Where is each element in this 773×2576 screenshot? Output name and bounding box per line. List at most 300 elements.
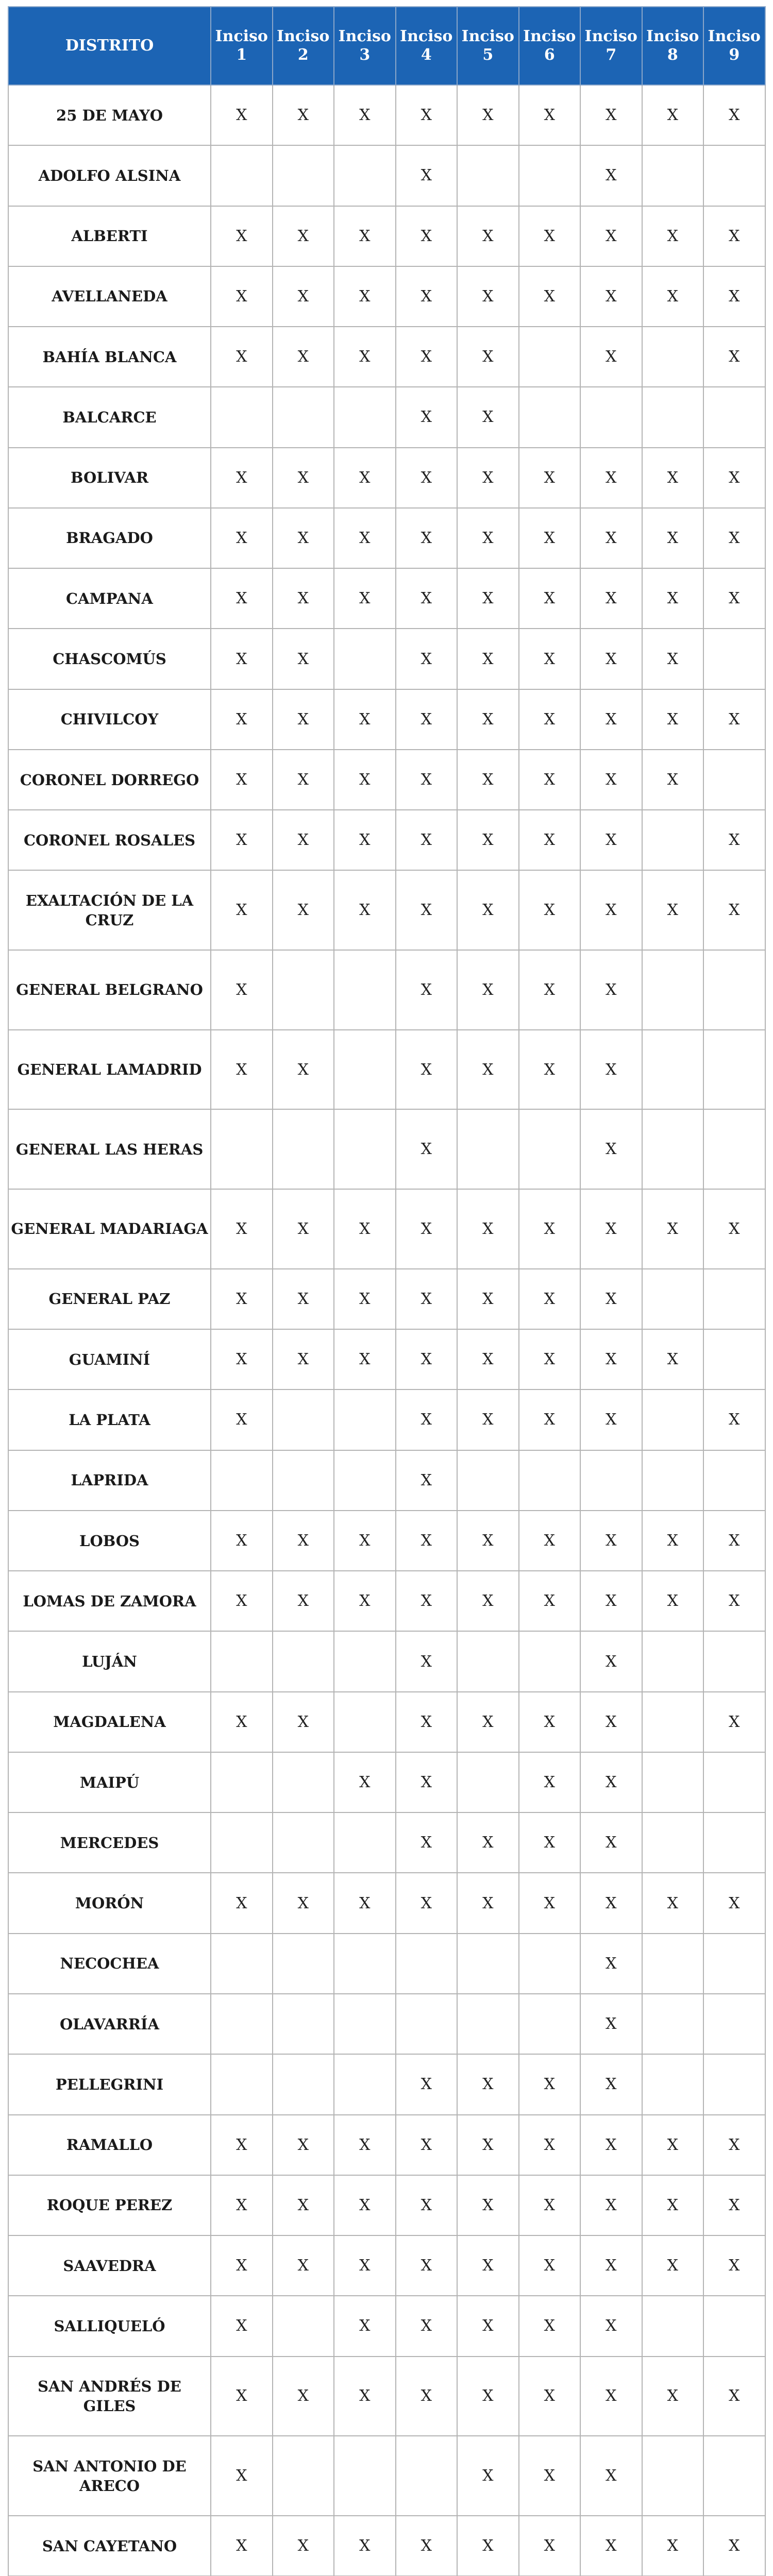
- x-mark: X: [297, 106, 309, 125]
- inciso-4-cell: [396, 2175, 458, 2235]
- inciso-4-cell: [396, 1389, 458, 1450]
- inciso-2-cell: [273, 870, 334, 950]
- x-mark: X: [359, 2257, 371, 2275]
- x-mark: X: [667, 529, 678, 547]
- x-mark: X: [606, 589, 617, 608]
- inciso-4-cell: [396, 2054, 458, 2114]
- inciso-5-cell: [457, 85, 519, 145]
- inciso-6-cell: [519, 2436, 581, 2516]
- district-cell: SALLIQUELÓ: [8, 2296, 211, 2356]
- x-mark: X: [297, 901, 309, 920]
- x-mark: X: [606, 1713, 617, 1731]
- inciso-4-cell: [396, 2296, 458, 2356]
- x-mark: X: [359, 1894, 371, 1912]
- table-row: [8, 2357, 765, 2436]
- x-mark: X: [236, 831, 247, 850]
- inciso-2-cell: [273, 568, 334, 629]
- inciso-7-cell: [580, 206, 642, 266]
- inciso-9-cell: [703, 327, 765, 387]
- district-cell: GUAMINÍ: [8, 1329, 211, 1389]
- inciso-6-cell: [519, 85, 581, 145]
- inciso-2-cell: [273, 1030, 334, 1110]
- inciso-1-cell: [211, 2296, 273, 2356]
- x-mark: X: [606, 771, 617, 789]
- inciso-1-cell: [211, 1511, 273, 1571]
- inciso-9-cell: [703, 568, 765, 629]
- inciso-3-cell: [334, 327, 396, 387]
- district-cell: SAN ANDRÉS DE GILES: [8, 2357, 211, 2436]
- inciso-1-cell: [211, 1450, 273, 1511]
- x-mark: X: [667, 106, 678, 125]
- inciso-7-cell: [580, 568, 642, 629]
- inciso-7-cell: [580, 508, 642, 568]
- x-mark: X: [297, 2136, 309, 2154]
- x-mark: X: [297, 468, 309, 487]
- inciso-4-cell: [396, 508, 458, 568]
- inciso-6-cell: [519, 1812, 581, 1873]
- x-mark: X: [482, 1834, 494, 1852]
- inciso-2-cell: [273, 2115, 334, 2175]
- inciso-5-cell: [457, 508, 519, 568]
- inciso-5-cell: [457, 448, 519, 508]
- inciso-3-cell: [334, 1812, 396, 1873]
- inciso-2-cell: [273, 2357, 334, 2436]
- x-mark: X: [421, 1834, 432, 1852]
- inciso-8-cell: [642, 2296, 704, 2356]
- inciso-6-cell: [519, 950, 581, 1030]
- x-mark: X: [421, 1592, 432, 1611]
- district-cell: ALBERTI: [8, 206, 211, 266]
- x-mark: X: [482, 2467, 494, 2485]
- inciso-6-cell: [519, 1934, 581, 1994]
- x-mark: X: [421, 2537, 432, 2555]
- inciso-7-cell: [580, 2175, 642, 2235]
- x-mark: X: [236, 2257, 247, 2275]
- inciso-7-cell: [580, 1269, 642, 1329]
- inciso-3-cell: [334, 1109, 396, 1189]
- x-mark: X: [606, 1773, 617, 1792]
- inciso-5-cell: [457, 1752, 519, 1812]
- inciso-3-cell: [334, 2235, 396, 2296]
- inciso-7-cell: [580, 1389, 642, 1450]
- x-mark: X: [729, 2387, 740, 2405]
- inciso-9-cell: [703, 750, 765, 810]
- district-cell: EXALTACIÓN DE LA CRUZ: [8, 870, 211, 950]
- x-mark: X: [544, 468, 555, 487]
- x-mark: X: [421, 2075, 432, 2094]
- x-mark: X: [236, 901, 247, 920]
- inciso-2-cell: [273, 2175, 334, 2235]
- x-mark: X: [729, 2537, 740, 2555]
- column-header-inciso-9: Inciso 9: [703, 7, 765, 85]
- x-mark: X: [236, 980, 247, 999]
- x-mark: X: [482, 710, 494, 728]
- x-mark: X: [359, 227, 371, 245]
- inciso-1-cell: [211, 1329, 273, 1389]
- x-mark: X: [421, 1773, 432, 1792]
- inciso-9-cell: [703, 2054, 765, 2114]
- x-mark: X: [236, 589, 247, 608]
- table-row: [8, 810, 765, 870]
- x-mark: X: [544, 1219, 555, 1238]
- x-mark: X: [729, 589, 740, 608]
- inciso-9-cell: [703, 2357, 765, 2436]
- inciso-7-cell: [580, 1934, 642, 1994]
- table-row: [8, 508, 765, 568]
- x-mark: X: [297, 1713, 309, 1731]
- table-row: [8, 1812, 765, 1873]
- x-mark: X: [236, 1532, 247, 1550]
- x-mark: X: [544, 2136, 555, 2154]
- inciso-3-cell: [334, 2516, 396, 2576]
- x-mark: X: [606, 1140, 617, 1159]
- x-mark: X: [421, 1060, 432, 1079]
- x-mark: X: [544, 901, 555, 920]
- inciso-6-cell: [519, 1389, 581, 1450]
- inciso-9-cell: [703, 950, 765, 1030]
- inciso-9-cell: [703, 2296, 765, 2356]
- inciso-8-cell: [642, 750, 704, 810]
- inciso-8-cell: [642, 2516, 704, 2576]
- x-mark: X: [421, 408, 432, 427]
- x-mark: X: [482, 1219, 494, 1238]
- x-mark: X: [359, 106, 371, 125]
- inciso-7-cell: [580, 1631, 642, 1691]
- inciso-9-cell: [703, 2115, 765, 2175]
- district-cell: MORÓN: [8, 1873, 211, 1933]
- x-mark: X: [236, 287, 247, 306]
- inciso-8-cell: [642, 568, 704, 629]
- x-mark: X: [729, 227, 740, 245]
- inciso-1-cell: [211, 950, 273, 1030]
- x-mark: X: [236, 227, 247, 245]
- inciso-3-cell: [334, 145, 396, 206]
- x-mark: X: [359, 468, 371, 487]
- district-cell: OLAVARRÍA: [8, 1994, 211, 2054]
- inciso-3-cell: [334, 2175, 396, 2235]
- inciso-3-cell: [334, 1934, 396, 1994]
- x-mark: X: [544, 980, 555, 999]
- inciso-7-cell: [580, 2436, 642, 2516]
- inciso-4-cell: [396, 387, 458, 447]
- x-mark: X: [359, 771, 371, 789]
- inciso-4-cell: [396, 2235, 458, 2296]
- x-mark: X: [667, 2257, 678, 2275]
- x-mark: X: [297, 710, 309, 728]
- inciso-1-cell: [211, 1389, 273, 1450]
- inciso-7-cell: [580, 2357, 642, 2436]
- inciso-2-cell: [273, 1934, 334, 1994]
- x-mark: X: [421, 529, 432, 547]
- inciso-2-cell: [273, 327, 334, 387]
- inciso-7-cell: [580, 1692, 642, 1752]
- inciso-4-cell: [396, 950, 458, 1030]
- inciso-4-cell: [396, 810, 458, 870]
- x-mark: X: [667, 1592, 678, 1611]
- x-mark: X: [359, 529, 371, 547]
- x-mark: X: [359, 1773, 371, 1792]
- x-mark: X: [359, 589, 371, 608]
- inciso-2-cell: [273, 1692, 334, 1752]
- x-mark: X: [667, 287, 678, 306]
- inciso-8-cell: [642, 629, 704, 689]
- inciso-3-cell: [334, 1873, 396, 1933]
- inciso-9-cell: [703, 2235, 765, 2296]
- x-mark: X: [236, 710, 247, 728]
- inciso-6-cell: [519, 2175, 581, 2235]
- inciso-3-cell: [334, 750, 396, 810]
- inciso-4-cell: [396, 1812, 458, 1873]
- x-mark: X: [297, 1060, 309, 1079]
- inciso-8-cell: [642, 266, 704, 327]
- x-mark: X: [606, 1652, 617, 1671]
- x-mark: X: [359, 2196, 371, 2214]
- inciso-3-cell: [334, 206, 396, 266]
- x-mark: X: [482, 1060, 494, 1079]
- inciso-9-cell: [703, 448, 765, 508]
- x-mark: X: [667, 2387, 678, 2405]
- district-cell: AVELLANEDA: [8, 266, 211, 327]
- inciso-3-cell: [334, 1631, 396, 1691]
- inciso-5-cell: [457, 1571, 519, 1631]
- table-row: [8, 870, 765, 950]
- inciso-1-cell: [211, 1692, 273, 1752]
- inciso-6-cell: [519, 2296, 581, 2356]
- x-mark: X: [544, 650, 555, 668]
- inciso-8-cell: [642, 1994, 704, 2054]
- x-mark: X: [667, 1894, 678, 1912]
- x-mark: X: [667, 2196, 678, 2214]
- inciso-6-cell: [519, 1109, 581, 1189]
- table-row: [8, 266, 765, 327]
- inciso-9-cell: [703, 1269, 765, 1329]
- x-mark: X: [544, 2317, 555, 2335]
- table-row: [8, 1189, 765, 1269]
- inciso-4-cell: [396, 1692, 458, 1752]
- inciso-5-cell: [457, 1934, 519, 1994]
- x-mark: X: [544, 1350, 555, 1369]
- x-mark: X: [482, 1350, 494, 1369]
- x-mark: X: [729, 2257, 740, 2275]
- table-row: [8, 1994, 765, 2054]
- inciso-9-cell: [703, 1752, 765, 1812]
- inciso-4-cell: [396, 85, 458, 145]
- inciso-9-cell: [703, 1329, 765, 1389]
- inciso-8-cell: [642, 1030, 704, 1110]
- inciso-4-cell: [396, 629, 458, 689]
- inciso-9-cell: [703, 1511, 765, 1571]
- inciso-6-cell: [519, 629, 581, 689]
- x-mark: X: [236, 529, 247, 547]
- inciso-1-cell: [211, 750, 273, 810]
- inciso-7-cell: [580, 1812, 642, 1873]
- inciso-9-cell: [703, 1450, 765, 1511]
- district-cell: MERCEDES: [8, 1812, 211, 1873]
- x-mark: X: [421, 1471, 432, 1489]
- inciso-7-cell: [580, 1511, 642, 1571]
- inciso-3-cell: [334, 810, 396, 870]
- district-cell: LOMAS DE ZAMORA: [8, 1571, 211, 1631]
- x-mark: X: [667, 2537, 678, 2555]
- x-mark: X: [544, 227, 555, 245]
- inciso-7-cell: [580, 1571, 642, 1631]
- district-cell: 25 DE MAYO: [8, 85, 211, 145]
- district-cell: SAN ANTONIO DE ARECO: [8, 2436, 211, 2516]
- x-mark: X: [482, 2196, 494, 2214]
- x-mark: X: [297, 2387, 309, 2405]
- district-cell: ROQUE PEREZ: [8, 2175, 211, 2235]
- inciso-6-cell: [519, 1692, 581, 1752]
- inciso-5-cell: [457, 1269, 519, 1329]
- inciso-7-cell: [580, 1994, 642, 2054]
- column-header-inciso-6: Inciso 6: [519, 7, 581, 85]
- table-row: [8, 689, 765, 750]
- inciso-1-cell: [211, 629, 273, 689]
- inciso-6-cell: [519, 448, 581, 508]
- x-mark: X: [606, 287, 617, 306]
- inciso-1-cell: [211, 2516, 273, 2576]
- inciso-4-cell: [396, 448, 458, 508]
- inciso-9-cell: [703, 2436, 765, 2516]
- x-mark: X: [482, 2257, 494, 2275]
- x-mark: X: [236, 2136, 247, 2154]
- inciso-7-cell: [580, 145, 642, 206]
- x-mark: X: [421, 901, 432, 920]
- x-mark: X: [421, 2387, 432, 2405]
- x-mark: X: [606, 650, 617, 668]
- inciso-4-cell: [396, 1631, 458, 1691]
- x-mark: X: [606, 1219, 617, 1238]
- x-mark: X: [236, 1350, 247, 1369]
- district-cell: MAIPÚ: [8, 1752, 211, 1812]
- inciso-4-cell: [396, 327, 458, 387]
- district-cell: GENERAL LAS HERAS: [8, 1109, 211, 1189]
- x-mark: X: [421, 1219, 432, 1238]
- inciso-3-cell: [334, 1329, 396, 1389]
- inciso-9-cell: [703, 810, 765, 870]
- inciso-6-cell: [519, 1873, 581, 1933]
- x-mark: X: [421, 589, 432, 608]
- inciso-5-cell: [457, 689, 519, 750]
- inciso-9-cell: [703, 1389, 765, 1450]
- table-row: [8, 2054, 765, 2114]
- x-mark: X: [606, 1894, 617, 1912]
- inciso-1-cell: [211, 568, 273, 629]
- inciso-1-cell: [211, 266, 273, 327]
- inciso-6-cell: [519, 2115, 581, 2175]
- x-mark: X: [482, 2136, 494, 2154]
- inciso-9-cell: [703, 387, 765, 447]
- inciso-5-cell: [457, 629, 519, 689]
- inciso-3-cell: [334, 266, 396, 327]
- inciso-7-cell: [580, 387, 642, 447]
- inciso-2-cell: [273, 1109, 334, 1189]
- table-row: [8, 1269, 765, 1329]
- x-mark: X: [667, 710, 678, 728]
- inciso-7-cell: [580, 1030, 642, 1110]
- x-mark: X: [236, 1290, 247, 1308]
- inciso-1-cell: [211, 1189, 273, 1269]
- inciso-8-cell: [642, 1571, 704, 1631]
- x-mark: X: [729, 106, 740, 125]
- inciso-2-cell: [273, 508, 334, 568]
- inciso-1-cell: [211, 2357, 273, 2436]
- inciso-8-cell: [642, 810, 704, 870]
- inciso-8-cell: [642, 1934, 704, 1994]
- inciso-1-cell: [211, 2436, 273, 2516]
- inciso-7-cell: [580, 266, 642, 327]
- inciso-4-cell: [396, 1189, 458, 1269]
- inciso-1-cell: [211, 2115, 273, 2175]
- x-mark: X: [544, 710, 555, 728]
- x-mark: X: [729, 287, 740, 306]
- x-mark: X: [667, 468, 678, 487]
- x-mark: X: [544, 589, 555, 608]
- inciso-4-cell: [396, 870, 458, 950]
- x-mark: X: [606, 2015, 617, 2033]
- inciso-8-cell: [642, 1329, 704, 1389]
- x-mark: X: [297, 1532, 309, 1550]
- inciso-2-cell: [273, 1189, 334, 1269]
- table-row: [8, 1934, 765, 1994]
- x-mark: X: [297, 529, 309, 547]
- district-cell: PELLEGRINI: [8, 2054, 211, 2114]
- x-mark: X: [482, 1592, 494, 1611]
- inciso-7-cell: [580, 327, 642, 387]
- inciso-6-cell: [519, 1511, 581, 1571]
- x-mark: X: [297, 2257, 309, 2275]
- inciso-9-cell: [703, 1812, 765, 1873]
- inciso-6-cell: [519, 689, 581, 750]
- inciso-9-cell: [703, 508, 765, 568]
- inciso-7-cell: [580, 1752, 642, 1812]
- inciso-7-cell: [580, 689, 642, 750]
- inciso-5-cell: [457, 870, 519, 950]
- x-mark: X: [606, 529, 617, 547]
- inciso-3-cell: [334, 448, 396, 508]
- inciso-3-cell: [334, 1571, 396, 1631]
- inciso-1-cell: [211, 327, 273, 387]
- x-mark: X: [359, 1350, 371, 1369]
- x-mark: X: [729, 901, 740, 920]
- inciso-5-cell: [457, 2175, 519, 2235]
- x-mark: X: [606, 227, 617, 245]
- x-mark: X: [482, 650, 494, 668]
- x-mark: X: [236, 348, 247, 366]
- district-cell: CORONEL DORREGO: [8, 750, 211, 810]
- x-mark: X: [297, 1290, 309, 1308]
- inciso-1-cell: [211, 387, 273, 447]
- inciso-4-cell: [396, 568, 458, 629]
- table-row: [8, 1692, 765, 1752]
- x-mark: X: [729, 348, 740, 366]
- x-mark: X: [482, 227, 494, 245]
- inciso-6-cell: [519, 1571, 581, 1631]
- x-mark: X: [544, 1411, 555, 1429]
- table-row: [8, 568, 765, 629]
- x-mark: X: [421, 710, 432, 728]
- inciso-2-cell: [273, 387, 334, 447]
- district-cell: CORONEL ROSALES: [8, 810, 211, 870]
- inciso-7-cell: [580, 2115, 642, 2175]
- inciso-4-cell: [396, 1934, 458, 1994]
- district-cell: BALCARCE: [8, 387, 211, 447]
- district-cell: LAPRIDA: [8, 1450, 211, 1511]
- x-mark: X: [421, 831, 432, 850]
- inciso-6-cell: [519, 327, 581, 387]
- x-mark: X: [359, 348, 371, 366]
- inciso-5-cell: [457, 2357, 519, 2436]
